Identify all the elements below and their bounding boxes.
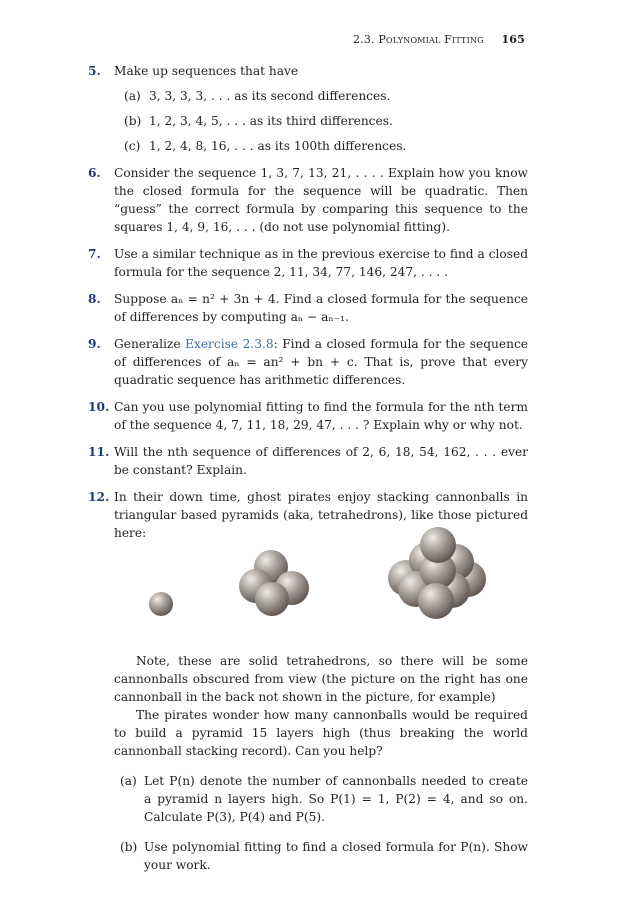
exercise-text: Will the nth sequence of differences of 2, 6, 18, 54, 162, . . . ever be constant? Explain. (114, 445, 528, 477)
exercise-text (114, 335, 528, 389)
page-number: 165 (501, 33, 525, 46)
exercise-number: 11. (88, 445, 110, 459)
exercise-8 (88, 290, 528, 326)
exercise-text: In their down time, ghost pirates enjoy stacking cannonballs in triangular based pyramids (aka, tetrahedrons), like those pictured here: (114, 490, 528, 540)
exercise-5 (88, 62, 528, 155)
note-paragraph: Note, these are solid tetrahedrons, so there will be some cannonballs obscured from view (the picture on the right has one cannonball in the back not shown in the picture, for example) (114, 654, 528, 704)
exercise-text: Consider the sequence 1, 3, 7, 13, 21, . . . . Explain how you know the closed formula for the sequence will be quadratic. Then “guess” the correct formula by comparing this sequence to the squares 1, 4, 9, 16, . . . (do not use polynomial fitting). (114, 166, 528, 234)
exercise-number: 7. (88, 247, 101, 261)
exercise-part (88, 838, 528, 874)
part-text: 1, 2, 3, 4, 5, . . . as its third differences. (149, 114, 393, 128)
section-title: 2.3. Polynomial Fitting (352, 33, 484, 46)
part-text: 1, 2, 4, 8, 16, . . . as its 100th differences. (149, 139, 407, 153)
exercise-text-end: : Find a closed formula for the sequence of differences of aₙ = an² + bn + c. That is, prove that every quadratic sequence has arithmetic differences. (114, 337, 529, 387)
exercise-7 (88, 245, 528, 281)
exercise-text: Make up sequences that have (114, 64, 299, 78)
exercise-6 (88, 164, 528, 236)
exercise-11 (88, 443, 528, 479)
part-text: Let P(n) denote the number of cannonballs needed to create a pyramid n layers high. So P(1) = 1, P(2) = 4, and so on. Calculate P(3), P(4) and P(5). (144, 774, 528, 824)
exercise-number: 12. (88, 490, 110, 504)
part-label: (c) (124, 139, 141, 153)
exercise-number: 10. (88, 400, 110, 414)
exercise-part (114, 137, 528, 155)
exercise-number: 5. (88, 64, 101, 78)
question-paragraph: The pirates wonder how many cannonballs would be required to build a pyramid 15 layers high (thus breaking the world cannonball stacking record). Can you help? (114, 708, 528, 758)
exercise-number: 8. (88, 292, 101, 306)
exercise-list (88, 62, 528, 883)
exercise-text: Suppose aₙ = n² + 3n + 4. Find a closed formula for the sequence of differences by computing aₙ − aₙ₋₁. (114, 292, 528, 324)
part-label: (b) (120, 840, 138, 854)
running-head (353, 33, 525, 46)
exercise-text: Use a similar technique as in the previous exercise to find a closed formula for the sequence 2, 11, 34, 77, 146, 247, . . . . (114, 247, 528, 279)
exercise-10 (88, 398, 528, 434)
exercise-part (114, 112, 528, 130)
part-text: 3, 3, 3, 3, . . . as its second differences. (149, 89, 391, 103)
part-label: (a) (124, 89, 141, 103)
exercise-number: 6. (88, 166, 101, 180)
figure-spacer (114, 542, 528, 652)
part-text: Use polynomial fitting to find a closed formula for P(n). Show your work. (144, 840, 528, 872)
exercise-number: 9. (88, 337, 101, 351)
exercise-part (114, 87, 528, 105)
part-label: (a) (120, 774, 137, 788)
exercise-part (88, 772, 528, 826)
part-label: (b) (124, 114, 142, 128)
exercise-text: Can you use polynomial fitting to find the formula for the nth term of the sequence 4, 7, 11, 18, 29, 47, . . . ? Explain why or why not. (114, 400, 528, 432)
exercise-12 (88, 488, 528, 874)
exercise-text-start: Generalize (114, 337, 186, 351)
exercise-9 (88, 335, 528, 389)
exercise-reference-link[interactable]: Exercise 2.3.8 (185, 337, 274, 351)
